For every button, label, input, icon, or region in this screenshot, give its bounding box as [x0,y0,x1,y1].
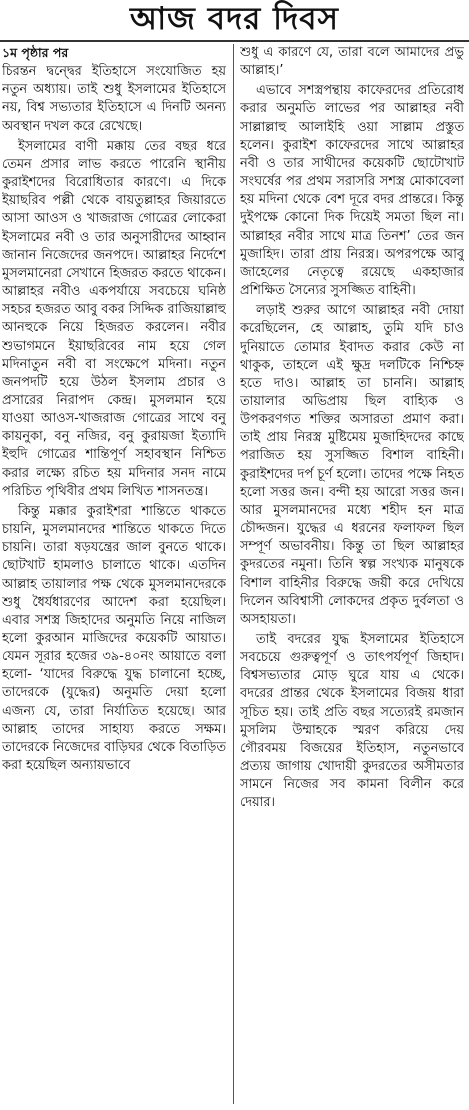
left-paragraph-3: কিন্তু মক্কার কুরাইশরা শান্তিতে থাকতে চায়নি, মুসলমানদের শান্তিতে থাকতে দিতে চায়নি। তারা ষড়যন্ত্রের জাল বুনতে থাকে। ছোটখাট হামলাও চালাতে থাকে। এতদিন আল্লাহ তায়ালার পক্ষ থেকে মুসলমানদেরকে শুধু ধৈর্যধারণের আদেশ করা হয়েছিল। এবার সশস্ত্র জিহাদের অনুমতি নিয়ে নাজিল হলো কুরআন মাজিদের কয়েকটি আয়াত। যেমন সূরার হজের ৩৯-৪০নং আয়াতে বলা হলো- ‘যাদের বিরুদ্ধে যুদ্ধ চালানো হচ্ছে, তাদেরকে (যুদ্ধের) অনুমতি দেয়া হলো এজন্য যে, তারা নির্যাতিত হয়েছে। আর আল্লাহ তাদের সাহায্য করতে সক্ষম। তাদেরকে নিজেদের বাড়িঘর থেকে বিতাড়িত করা হয়েছিল অন্যায়ভাবে [2,503,226,774]
headline: আজ বদর দিবস [130,1,339,37]
left-paragraph-1-text: চিরন্তন দ্বন্দ্বের ইতিহাসে সংযোজিত হয় নতুন অধ্যায়। তাই শুধু ইসলামের ইতিহাসে নয়, বিশ্ব সভ্যতার ইতিহাসে এ দিনটি অনন্য অবস্থান দখল করে রেখেছে। [2,64,226,134]
left-column [2,44,226,1106]
left-paragraph-2: ইসলামের বাণী মক্কায় তের বছর ধরে তেমন প্রসার লাভ করতে পারেনি স্থানীয় কুরাইশদের বিরোধিতার কারণে। এ দিকে ইয়াছরিব পল্লী থেকে বায়তুল্লাহর জিয়ারতে আসা আওস ও খাজরাজ গোত্রের লোকেরা ইসলামের নবী ও তার অনুসারীদের আহ্বান জানান নিজেদের জনপদে। আল্লাহর নির্দেশে মুসলমানেরা সেখানে হিজরত করতে থাকেন। আল্লাহর নবীও একপর্যায়ে সবচেয়ে ঘনিষ্ঠ সহচর হজরত আবু বকর সিদ্দিক রাজিয়াল্লাহু আনহুকে নিয়ে হিজরত করলেন। নবীর শুভাগমনে ইয়াছরিবের নাম হয়ে গেল মদিনাতুন নবী বা সংক্ষেপে মদিনা। নতুন জনপদটি হয়ে উঠল ইসলাম প্রচার ও প্রসারের নিরাপদ কেন্দ্র। মুসলমান হয়ে যাওয়া আওস-খাজরাজ গোত্রের সাথে বনু কায়নুকা, বনু নজির, বনু কুরায়জা ইত্যাদি ইহুদি গোত্রের শান্তিপূর্ণ সহাবস্থান নিশ্চিত করার লক্ষ্যে রচিত হয় মদিনার সনদ নামে পরিচিত পৃথিবীর প্রথম লিখিত শাসনতন্ত্র। [2,138,226,499]
headline-rule [0,40,469,42]
continued-from-label: ১ম পৃষ্ঠার পর [2,45,69,60]
column-divider [233,44,234,1104]
right-paragraph-1: শুধু এ কারণে যে, তারা বলে আমাদের প্রভু আল্লাহ।’ [240,45,464,79]
right-paragraph-4: তাই বদরের যুদ্ধ ইসলামের ইতিহাসে সবচেয়ে গুরুত্বপূর্ণ ও তাৎপর্যপূর্ণ জিহাদ। বিশ্বসভ্যতার মোড় ঘুরে যায় এ থেকে। বদরের প্রান্তর থেকে ইসলামের বিজয় ধারা সূচিত হয়। তাই প্রতি বছর সত্যেরই রমজান মুসলিম উম্মাহকে স্মরণ করিয়ে দেয় গৌরবময় বিজয়ের ইতিহাস, নতুনভাবে প্রত্যয় জাগায় খোদায়ী কুদরতের অসীমতার সামনে নিজের সব কামনা বিলীন করে দেয়ার। [240,632,464,811]
right-paragraph-3: লড়াই শুরুর আগে আল্লাহর নবী দোয়া করেছিলেন, হে আল্লাহ, তুমি যদি চাও দুনিয়াতে তোমার ইবাদত করার কেউ না থাকুক, তাহলে এই ক্ষুদ্র দলটিকে নিশ্চিহ্ন হতে দাও। আল্লাহ তা চাননি। আল্লাহ তায়ালার অভিপ্রায় ছিল বাহ্যিক ও উপকরণগত শক্তির অসারতা প্রমাণ করা। তাই প্রায় নিরস্ত্র মুষ্টিমেয় মুজাহিদদের কাছে পরাজিত হয় সুসজ্জিত বিশাল বাহিনী। কুরাইশদের দর্প চূর্ণ হলো। তাদের পক্ষে নিহত হলো সত্তর জন। বন্দী হয় আরো সত্তর জন। আর মুসলমানদের মধ্যে শহীদ হন মাত্র চৌদ্দজন। যুদ্ধের এ ধরনের ফলাফল ছিল সম্পূর্ণ অভাবনীয়। কিন্তু তা ছিল আল্লাহর কুদরতের নমুনা। তিনি স্বল্প সংখ্যক মানুষকে বিশাল বাহিনীর বিরুদ্ধে জয়ী করে দেখিয়ে দিলেন অবিশ্বাসী লোকদের প্রকৃত দুর্বলতা ও অসহায়তা। [240,303,464,627]
right-paragraph-2: এভাবে সশস্ত্রপন্থায় কাফেরদের প্রতিরোধ করার অনুমতি লাভের পর আল্লাহর নবী সাল্লাল্লাহু আলাইহি ওয়া সাল্লাম প্রস্তুত হলেন। কুরাইশ কাফেরদের সাথে আল্লাহর নবী ও তার সাথীদের কয়েকটি ছোটোখাট সংঘর্ষের পর প্রথম সরাসরি সশস্ত্র মোকাবেলা হয় মদিনা থেকে বেশ দূরে বদর প্রান্তরে। কিন্তু দুইপক্ষে কোনো দিক দিয়েই সমতা ছিল না। আল্লাহর নবীর সাথে মাত্র তিনশ’ তের জন মুজাহিদ। তারা প্রায় নিরস্ত্র। অপরপক্ষে আবু জাহেলের নেতৃত্বে রয়েছে একহাজার প্রশিক্ষিত সৈন্যের সুসজ্জিত বাহিনী। [240,83,464,299]
right-column [240,44,464,1106]
left-paragraph-1 [2,44,226,136]
